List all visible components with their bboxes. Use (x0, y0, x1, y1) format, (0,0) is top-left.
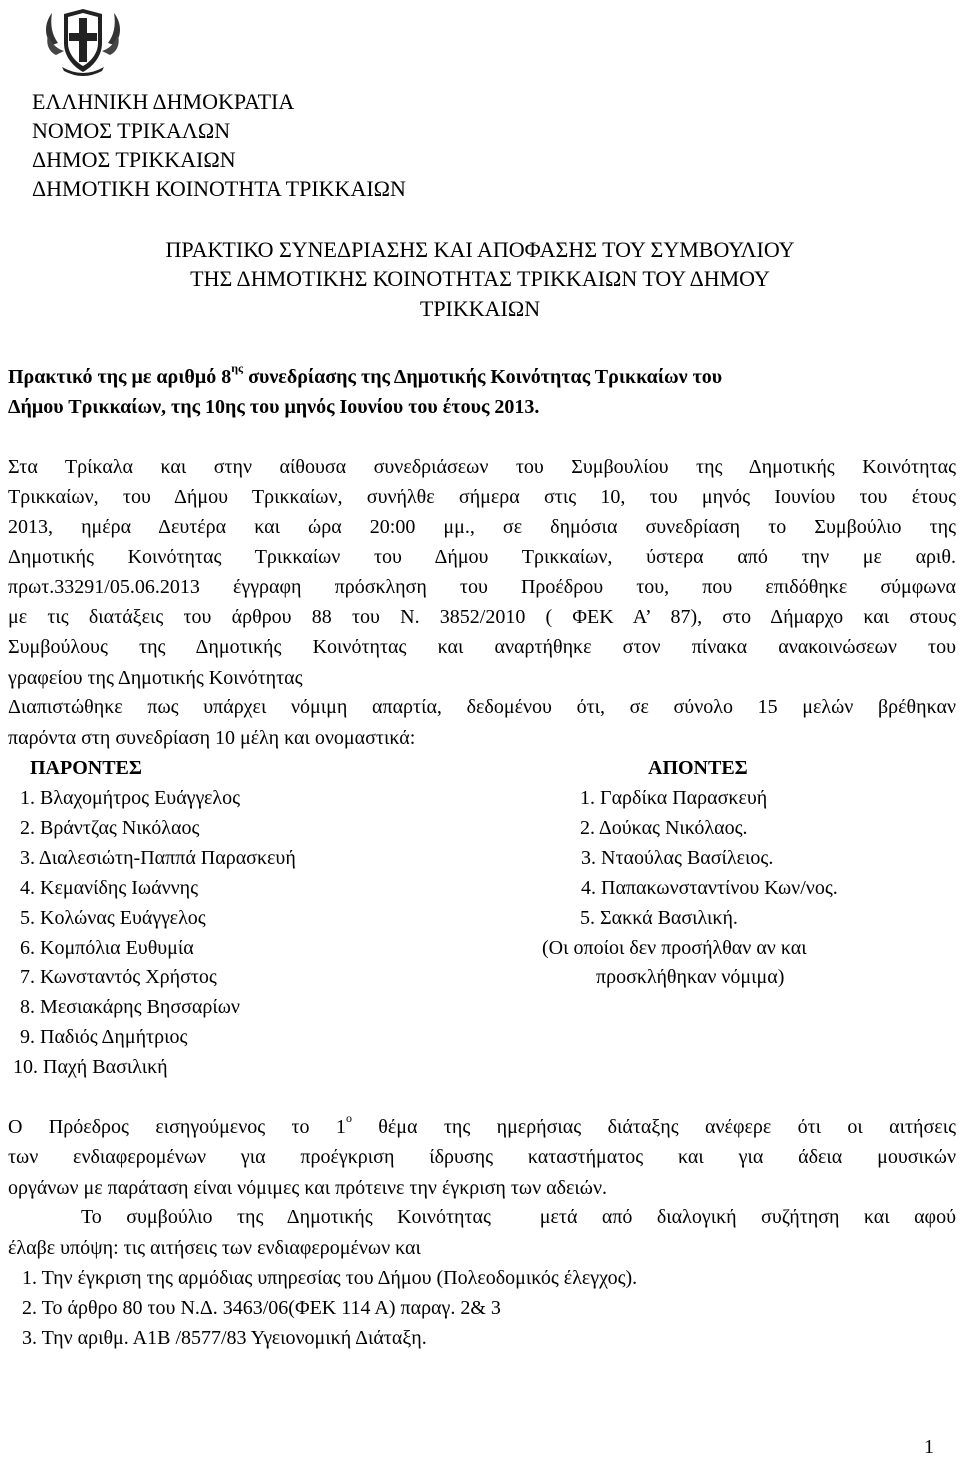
consideration-item: 3. Την αριθμ. Α1Β /8577/83 Υγειονομική Διάταξη. (22, 1327, 427, 1349)
document-title-line: ΤΡΙΚΚΑΙΩΝ (419, 296, 541, 321)
intro-line: 2013, ημέρα Δευτέρα και ώρα 20:00 μμ., σε δημόσια συνεδρίαση το Συμβούλιο της (8, 516, 956, 538)
absent-note: προσκλήθηκαν νόμιμα) (596, 966, 785, 988)
minutes-subtitle-line2: Δήμου Τρικκαίων, της 10ης του μηνός Ιουνίου του έτους 2013. (8, 396, 540, 418)
present-member: 3. Διαλεσιώτη-Παππά Παρασκευή (20, 847, 296, 869)
absent-member: 4. Παπακωνσταντίνου Κων/νος. (581, 877, 838, 899)
present-member: 8. Μεσιακάρης Βησσαρίων (20, 996, 240, 1018)
header-line: ΔΗΜΟΤΙΚΗ ΚΟΙΝΟΤΗΤΑ ΤΡΙΚΚΑΙΩΝ (32, 176, 406, 201)
header-line: ΝΟΜΟΣ ΤΡΙΚΑΛΩΝ (32, 118, 231, 143)
quorum-line: παρόντα στη συνεδρίαση 10 μέλη και ονομαστικά: (8, 727, 416, 749)
quorum-line: Διαπιστώθηκε πως υπάρχει νόμιμη απαρτία, δεδομένου ότι, σε σύνολο 15 μελών βρέθηκαν (8, 696, 956, 718)
present-member: 2. Βράντζας Νικόλαος (20, 817, 200, 839)
absent-member: 5. Σακκά Βασιλική. (580, 907, 738, 929)
greek-state-emblem-icon (40, 5, 126, 77)
absent-note: (Οι οποίοι δεν προσήλθαν αν και (542, 937, 807, 959)
header-line: ΕΛΛΗΝΙΚΗ ΔΗΜΟΚΡΑΤΙΑ (32, 89, 295, 114)
intro-last-line: γραφείου της Δημοτικής Κοινότητας (8, 667, 303, 689)
present-member: 9. Παδιός Δημήτριος (20, 1026, 188, 1048)
consideration-item: 2. Το άρθρο 80 του Ν.Δ. 3463/06(ΦΕΚ 114 Α) παραγ. 2& 3 (22, 1297, 501, 1319)
topic-line: οργάνων με παράταση είναι νόμιμες και πρότεινε την έγκριση των αδειών. (8, 1177, 608, 1199)
present-member: 5. Κολώνας Ευάγγελος (20, 907, 206, 929)
header-line: ΔΗΜΟΣ ΤΡΙΚΚΑΙΩΝ (32, 147, 236, 172)
page-number: 1 (924, 1436, 934, 1458)
consideration-item: 1. Την έγκριση της αρμόδιας υπηρεσίας του Δήμου (Πολεοδομικός έλεγχος). (22, 1267, 638, 1289)
topic-line: των ενδιαφερομένων για προέγκριση ίδρυσης καταστήματος και για άδεια μουσικών (8, 1146, 956, 1168)
present-member: 4. Κεμανίδης Ιωάννης (20, 877, 199, 899)
present-member: 10. Παχή Βασιλική (13, 1056, 168, 1078)
document-title-line: ΠΡΑΚΤΙΚΟ ΣΥΝΕΔΡΙΑΣΗΣ ΚΑΙ ΑΠΟΦΑΣΗΣ ΤΟΥ ΣΥΜΒΟΥΛΙΟΥ (165, 237, 795, 262)
intro-line: Τρικκαίων, του Δήμου Τρικκαίων, συνήλθε σήμερα στις 10, του μηνός Ιουνίου του έτους (8, 486, 956, 508)
intro-line: Στα Τρίκαλα και στην αίθουσα συνεδριάσεων του Συμβουλίου της Δημοτικής Κοινότητας (8, 456, 956, 478)
intro-line: πρωτ.33291/05.06.2013 έγγραφη πρόσκληση του Προέδρου του, που επιδόθηκε σύμφωνα (8, 576, 956, 598)
topic-line: Το συμβούλιο της Δημοτικής Κοινότητας μετά από διαλογική συζήτηση και αφού (8, 1206, 956, 1228)
intro-line: με τις διατάξεις του άρθρου 88 του Ν. 3852/2010 ( ΦΕΚ Α’ 87), στο Δήμαρχο και στους (8, 606, 956, 628)
present-member: 1. Βλαχομήτρος Ευάγγελος (20, 787, 241, 809)
document-title-line: ΤΗΣ ΔΗΜΟΤΙΚΗΣ ΚΟΙΝΟΤΗΤΑΣ ΤΡΙΚΚΑΙΩΝ ΤΟΥ ΔΗΜΟΥ (190, 266, 770, 291)
absent-member: 2. Δούκας Νικόλαος. (580, 817, 748, 839)
present-member: 7. Κωνσταντός Χρήστος (20, 966, 217, 988)
absent-member: 3. Νταούλας Βασίλειος. (581, 847, 774, 869)
absent-member: 1. Γαρδίκα Παρασκευή (580, 787, 768, 809)
absent-heading: ΑΠΟΝΤΕΣ (648, 757, 748, 779)
topic-line: έλαβε υπόψη: τις αιτήσεις των ενδιαφερομένων και (8, 1237, 421, 1259)
present-member: 6. Κομπόλια Ευθυμία (20, 937, 194, 959)
intro-line: Δημοτικής Κοινότητας Τρικκαίων του Δήμου Τρικκαίων, ύστερα από την με αριθ. (8, 546, 956, 568)
intro-line: Συμβούλους της Δημοτικής Κοινότητας και αναρτήθηκε στον πίνακα ανακοινώσεων του (8, 636, 956, 658)
present-heading: ΠΑΡΟΝΤΕΣ (30, 757, 142, 779)
topic-line: Ο Πρόεδρος εισηγούμενος το $1^o$ θέμα της ημερήσιας διάταξης ανέφερε ότι οι αιτήσεις (8, 1111, 956, 1138)
minutes-subtitle-line1: Πρακτικό της με αριθμό $8^{\eta\varsigma}$ συνεδρίασης της Δημοτικής Κοινότητας Τρικκαίων του (8, 361, 723, 388)
